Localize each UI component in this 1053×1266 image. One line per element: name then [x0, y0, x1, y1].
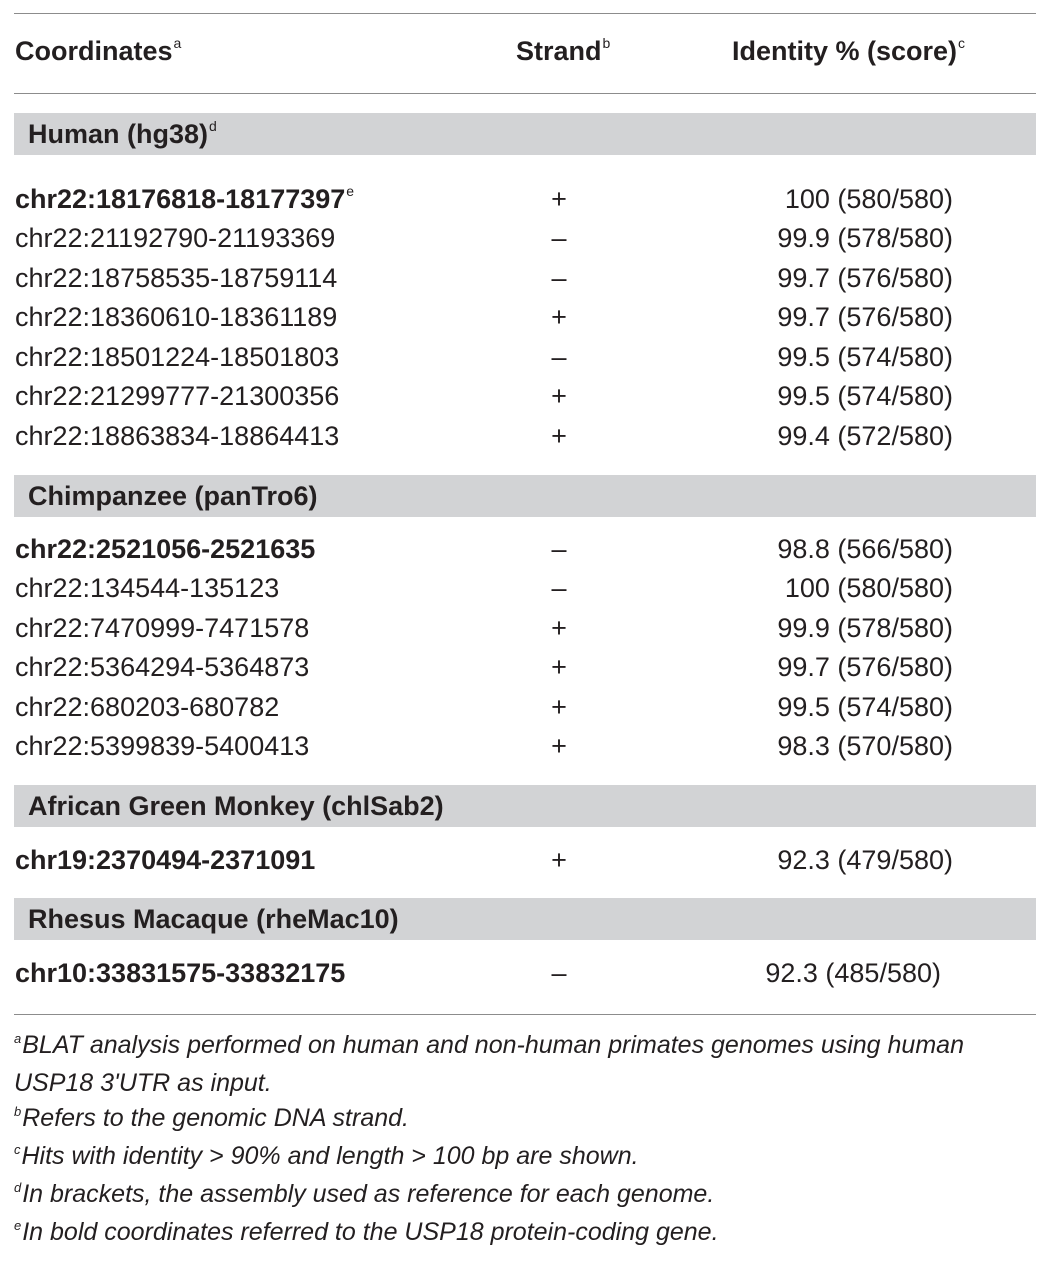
footnotes	[14, 1028, 1024, 1253]
strand-cell: –	[551, 534, 567, 564]
section-rhesus-macaque	[14, 898, 1036, 940]
header-coordinates-sup: a	[173, 35, 182, 51]
identity-cell: 99.9 (578/580)	[777, 223, 953, 253]
coordinates-cell: chr22:5364294-5364873	[15, 652, 310, 682]
footnote-text: In brackets, the assembly used as reference for each genome.	[22, 1180, 715, 1208]
identity-cell: 99.7 (576/580)	[777, 263, 953, 293]
table-row	[0, 652, 1053, 691]
header-identity-sup: c	[958, 35, 966, 51]
coordinates-cell: chr22:5399839-5400413	[15, 731, 310, 761]
footnote-marker: e	[14, 1218, 22, 1233]
footnote	[14, 1028, 1024, 1101]
table-row	[0, 731, 1053, 770]
bottom-rule	[14, 1014, 1036, 1015]
header-strand	[516, 36, 610, 67]
coordinates-cell: chr19:2370494-2371091	[15, 845, 316, 875]
strand-cell: +	[551, 613, 567, 643]
strand-cell: +	[551, 731, 567, 761]
top-rule	[14, 13, 1036, 14]
section-african-green-monkey	[14, 785, 1036, 827]
strand-cell: –	[551, 223, 567, 253]
identity-cell: 99.5 (574/580)	[777, 342, 953, 372]
header-coordinates	[15, 36, 181, 67]
strand-cell: –	[551, 342, 567, 372]
coordinates-cell: chr10:33831575-33832175	[15, 958, 346, 988]
table-row	[0, 421, 1053, 460]
strand-cell: +	[551, 381, 567, 411]
table-row	[0, 613, 1053, 652]
coordinates-cell: chr22:21299777-21300356	[15, 381, 340, 411]
identity-cell: 92.3 (485/580)	[765, 958, 941, 988]
coordinates-cell: chr22:18758535-18759114	[15, 263, 338, 293]
coordinates-cell: chr22:18360610-18361189	[15, 302, 338, 332]
footnote-marker: d	[14, 1180, 22, 1195]
footnote-text: BLAT analysis performed on human and non-human primates genomes using human USP18 3'UTR as input.	[14, 1031, 964, 1097]
footnote-text: Hits with identity > 90% and length > 100 bp are shown.	[21, 1142, 639, 1170]
table-row	[0, 958, 1053, 997]
coordinates-cell: chr22:18501224-18501803	[15, 342, 340, 372]
footnote-text: In bold coordinates referred to the USP18 protein-coding gene.	[22, 1218, 719, 1246]
identity-cell: 98.3 (570/580)	[777, 731, 953, 761]
table-row	[0, 184, 1053, 223]
table-row	[0, 692, 1053, 731]
table-row	[0, 534, 1053, 573]
identity-cell: 99.5 (574/580)	[777, 692, 953, 722]
identity-cell: 99.5 (574/580)	[777, 381, 953, 411]
section-title-sup: d	[209, 118, 217, 134]
section-title: Chimpanzee (panTro6)	[28, 481, 318, 511]
identity-cell: 100 (580/580)	[784, 573, 953, 603]
footnote-marker: a	[14, 1031, 22, 1046]
identity-cell: 99.9 (578/580)	[777, 613, 953, 643]
strand-cell: –	[551, 263, 567, 293]
table-row	[0, 263, 1053, 302]
table-row	[0, 223, 1053, 262]
coordinates-cell: chr22:18863834-18864413	[15, 421, 340, 451]
strand-cell: +	[551, 184, 567, 214]
identity-cell: 100 (580/580)	[784, 184, 953, 214]
identity-cell: 92.3 (479/580)	[777, 845, 953, 875]
header-identity-label: Identity % (score)	[732, 36, 958, 66]
identity-cell: 98.8 (566/580)	[777, 534, 953, 564]
coordinates-text: chr22:18176818-18177397	[15, 184, 346, 214]
strand-cell: –	[551, 573, 567, 603]
coordinates-cell: chr22:21192790-21193369	[15, 223, 336, 253]
header-identity	[732, 36, 965, 67]
identity-cell: 99.7 (576/580)	[777, 302, 953, 332]
identity-cell: 99.7 (576/580)	[777, 652, 953, 682]
footnote-marker: b	[14, 1104, 22, 1119]
footnote	[14, 1101, 1024, 1139]
header-strand-label: Strand	[516, 36, 602, 66]
strand-cell: +	[551, 652, 567, 682]
footnote	[14, 1215, 1024, 1253]
section-human	[14, 113, 1036, 155]
table-row	[0, 342, 1053, 381]
footnote-text: Refers to the genomic DNA strand.	[22, 1104, 409, 1132]
section-title: Rhesus Macaque (rheMac10)	[28, 904, 399, 934]
strand-cell: –	[551, 958, 567, 988]
strand-cell: +	[551, 845, 567, 875]
footnote-marker: c	[14, 1142, 21, 1157]
identity-cell: 99.4 (572/580)	[777, 421, 953, 451]
coordinates-sup: e	[346, 183, 355, 199]
section-title: Human (hg38)	[28, 119, 209, 149]
header-strand-sup: b	[602, 35, 611, 51]
coordinates-cell: chr22:2521056-2521635	[15, 534, 316, 564]
section-chimpanzee	[14, 475, 1036, 517]
table-row	[0, 845, 1053, 884]
strand-cell: +	[551, 302, 567, 332]
coordinates-cell: chr22:7470999-7471578	[15, 613, 310, 643]
header-rule	[14, 93, 1036, 94]
table-row	[0, 381, 1053, 420]
section-title: African Green Monkey (chlSab2)	[28, 791, 444, 821]
table-row	[0, 302, 1053, 341]
strand-cell: +	[551, 692, 567, 722]
table-row	[0, 573, 1053, 612]
header-coordinates-label: Coordinates	[15, 36, 173, 66]
coordinates-cell: chr22:680203-680782	[15, 692, 280, 722]
coordinates-cell: chr22:134544-135123	[15, 573, 280, 603]
coordinates-cell	[15, 184, 354, 215]
footnote	[14, 1177, 1024, 1215]
strand-cell: +	[551, 421, 567, 451]
footnote	[14, 1139, 1024, 1177]
